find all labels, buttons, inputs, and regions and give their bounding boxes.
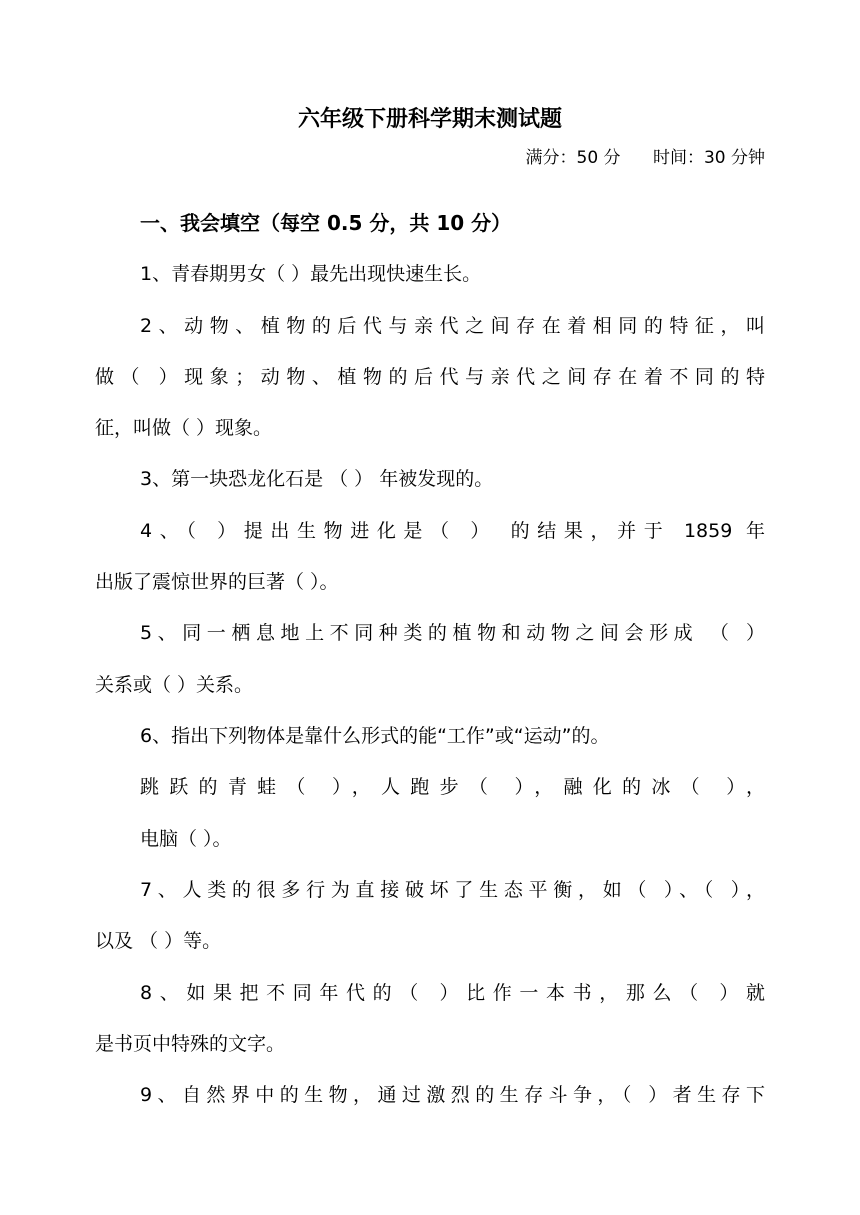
question-6-line-1: 6、指出下列物体是靠什么形式的能“工作”或“运动”的。 [140,725,610,747]
question-3: 3、第一块恐龙化石是 （ ） 年被发现的。 [140,468,494,490]
question-4-line-2: 出版了震惊世界的巨著（ ）。 [95,571,339,593]
question-2-line-2: 做（ ）现象；动物、植物的后代与亲代之间存在着不同的特 [95,366,765,388]
question-5-line-1: 5、同一栖息地上不同种类的植物和动物之间会形成 （ ） [140,622,765,644]
section-heading: 一、我会填空（每空 0.5 分，共 10 分） [140,211,512,235]
question-6-line-2: 跳跃的青蛙（ ），人跑步（ ），融化的冰（ ）， [140,776,765,798]
question-9-line-1: 9、自然界中的生物，通过激烈的生存斗争，（ ）者生存下 [140,1084,765,1106]
question-8-line-2: 是书页中特殊的文字。 [95,1033,286,1055]
question-7-line-2: 以及 （ ）等。 [95,930,222,952]
question-8-line-1: 8、如果把不同年代的（ ）比作一本书，那么（ ）就 [140,982,765,1004]
page-title: 六年级下册科学期末测试题 [297,107,562,132]
question-7-line-1: 7、人类的很多行为直接破坏了生态平衡，如（ ）、（ ）， [140,879,765,901]
question-2-line-3: 征，叫做（ ）现象。 [95,417,273,439]
score-time-info: 满分：50 分 时间：30 分钟 [525,148,765,168]
question-2-line-1: 2、动物、植物的后代与亲代之间存在着相同的特征，叫 [140,315,765,337]
question-5-line-2: 关系或（ ）关系。 [95,674,254,696]
question-4-line-1: 4、（ ）提出生物进化是（ ） 的结果，并于 1859 年 [140,520,765,542]
question-1: 1、青春期男女（ ）最先出现快速生长。 [140,263,482,285]
question-6-line-3: 电脑（ ）。 [140,828,232,850]
